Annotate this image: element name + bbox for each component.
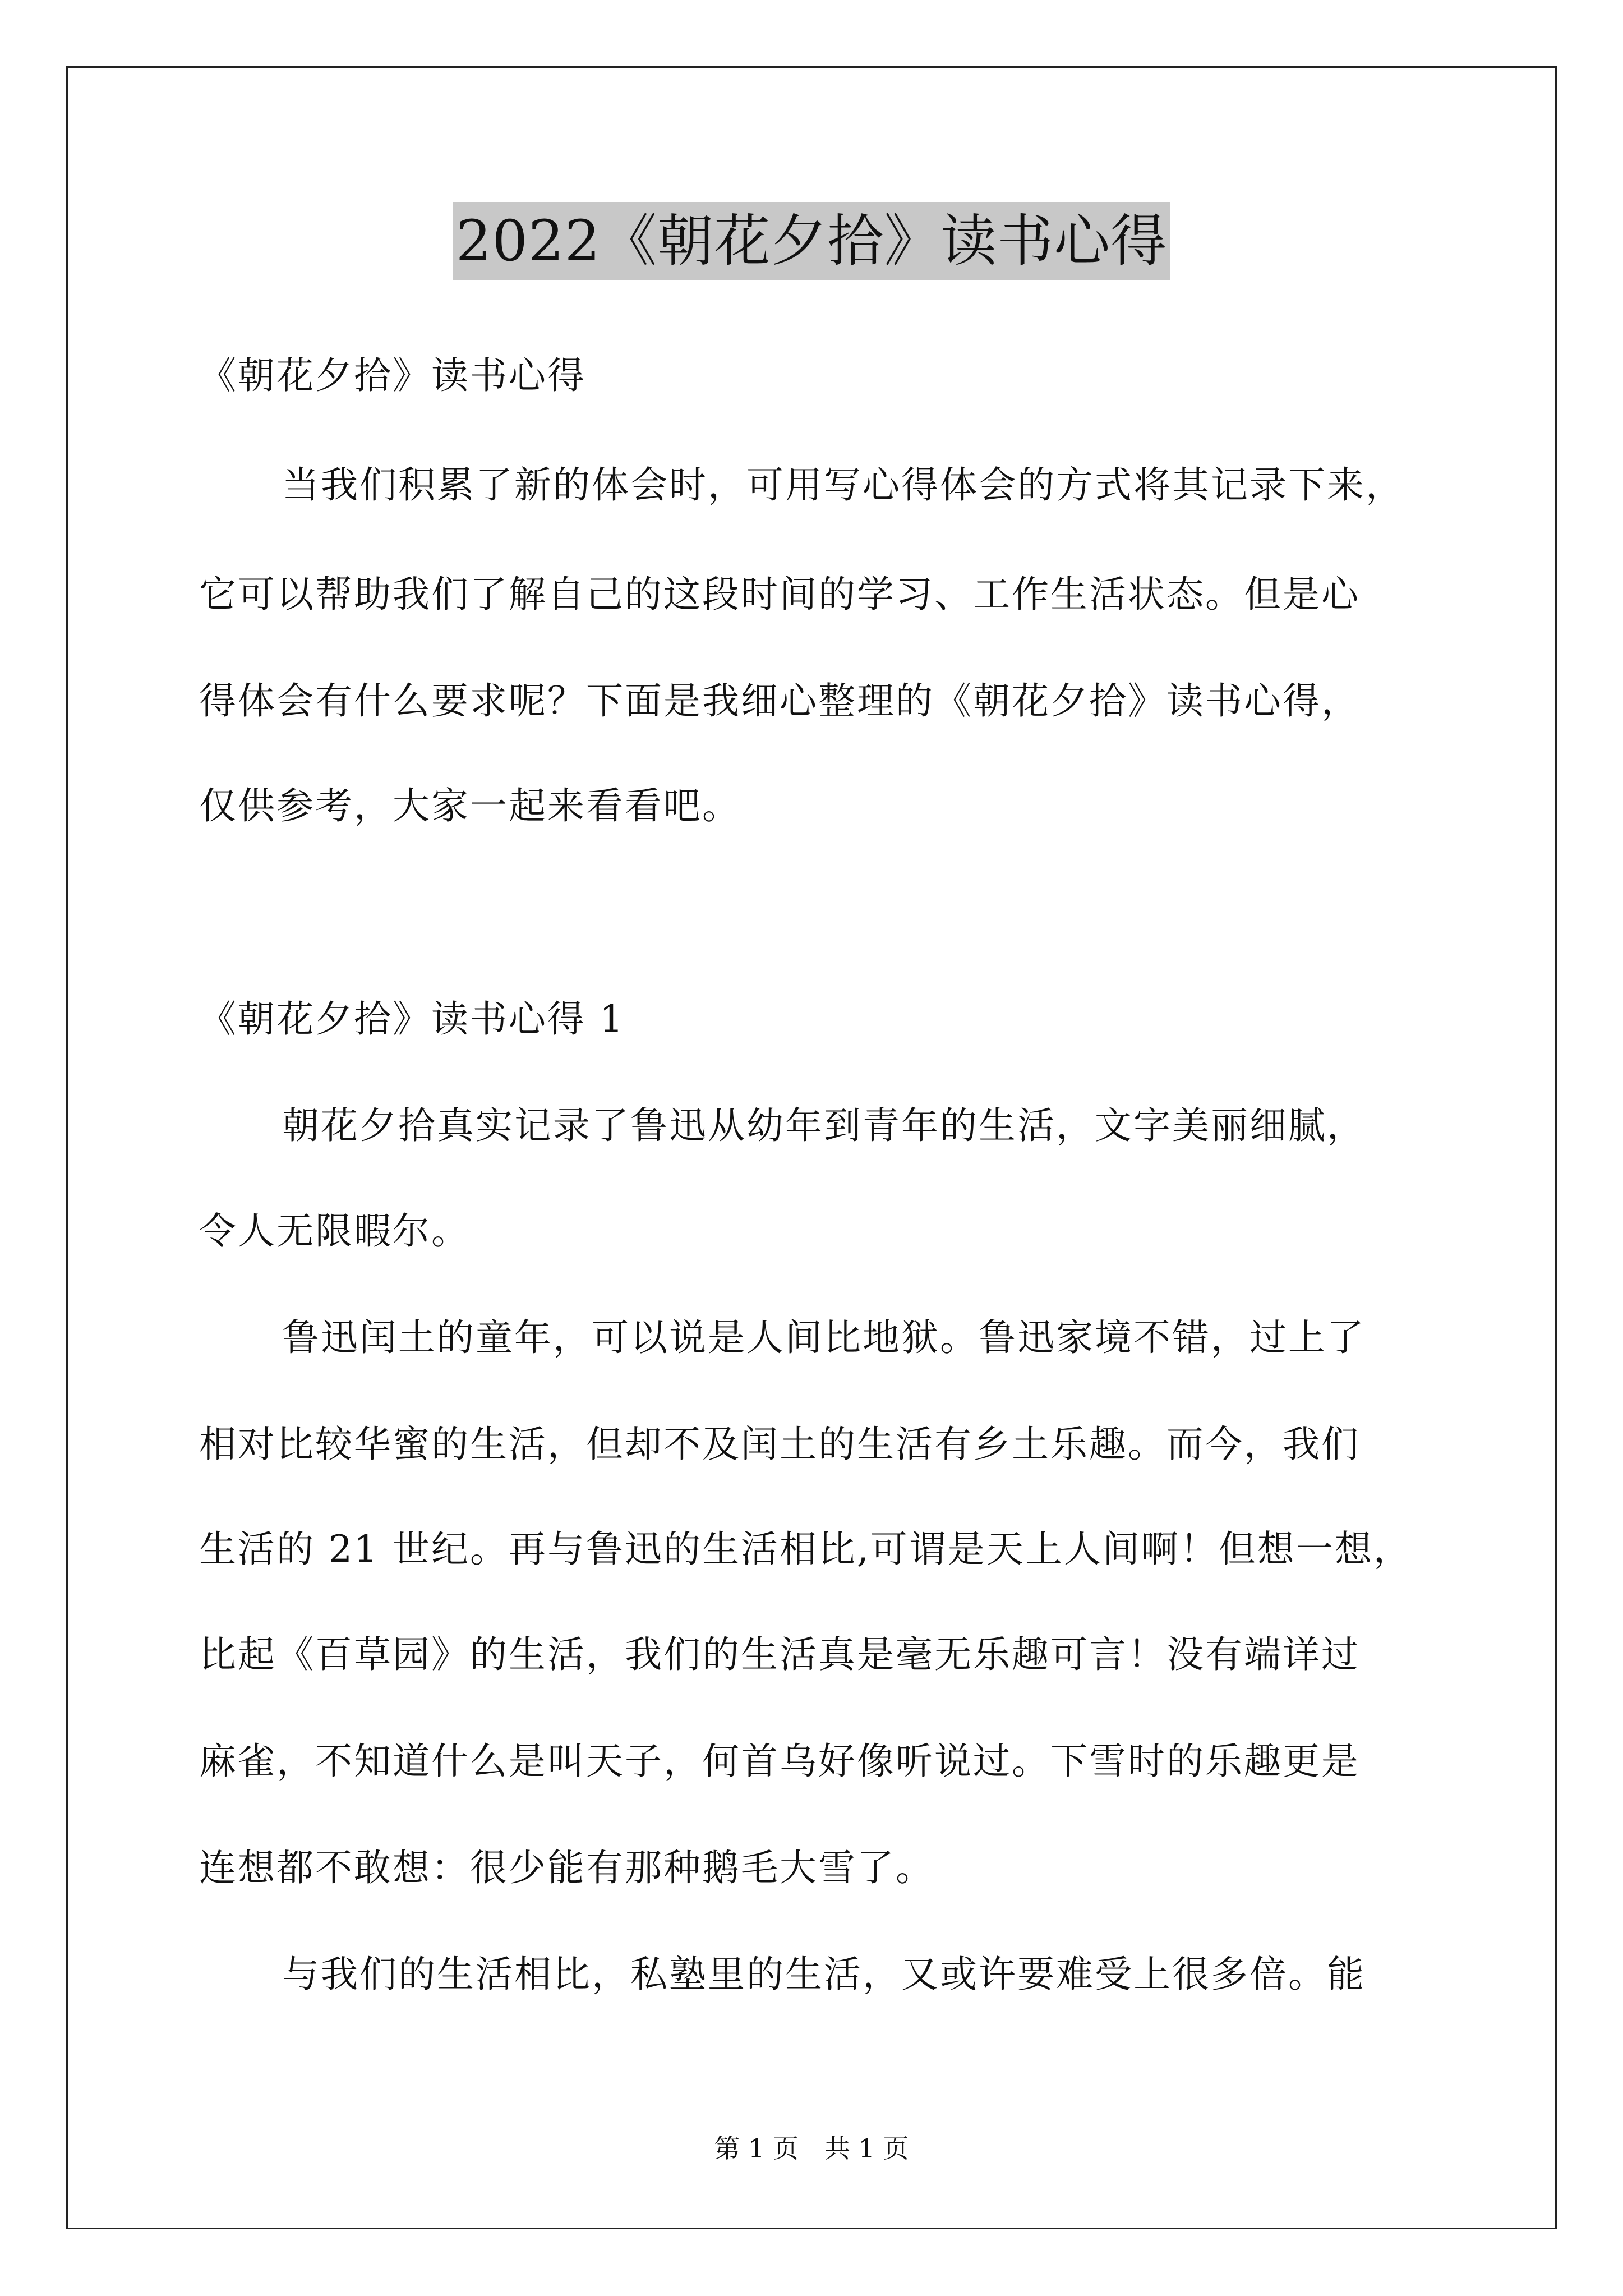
document-title: 2022《朝花夕拾》读书心得 xyxy=(453,202,1171,280)
paragraph-line: 鲁迅闰土的童年，可以说是人间比地狱。鲁迅家境不错，过上了 xyxy=(282,1316,1366,1359)
paragraph-line: 与我们的生活相比，私塾里的生活，又或许要难受上很多倍。能 xyxy=(282,1953,1366,1996)
paragraph-line: 朝花夕拾真实记录了鲁迅从幼年到青年的生活，文字美丽细腻， xyxy=(282,1104,1366,1147)
paragraph-line: 当我们积累了新的体会时，可用写心得体会的方式将其记录下来， xyxy=(282,463,1404,507)
paragraph-line: 令人无限暇尔。 xyxy=(199,1209,470,1253)
title-wrap xyxy=(0,202,1623,280)
paragraph-line: 得体会有什么要求呢？下面是我细心整理的《朝花夕拾》读书心得， xyxy=(199,679,1360,723)
paragraph-line: 生活的 21 世纪。再与鲁迅的生活相比,可谓是天上人间啊！但想一想， xyxy=(199,1527,1412,1571)
section-heading: 《朝花夕拾》读书心得 1 xyxy=(199,997,625,1041)
paragraph-line: 仅供参考，大家一起来看看吧。 xyxy=(199,784,741,827)
paragraph-line: 比起《百草园》的生活，我们的生活真是毫无乐趣可言！没有端详过 xyxy=(199,1633,1360,1676)
section-heading: 《朝花夕拾》读书心得 xyxy=(199,354,586,397)
paragraph-line: 它可以帮助我们了解自己的这段时间的学习、工作生活状态。但是心 xyxy=(199,573,1360,616)
paragraph-line: 麻雀，不知道什么是叫天子，何首乌好像听说过。下雪时的乐趣更是 xyxy=(199,1740,1360,1783)
paragraph-line: 相对比较华蜜的生活，但却不及闰土的生活有乡土乐趣。而今，我们 xyxy=(199,1423,1360,1466)
paragraph-line: 连想都不敢想：很少能有那种鹅毛大雪了。 xyxy=(199,1846,934,1889)
page-footer: 第 1 页 共 1 页 xyxy=(714,2133,909,2164)
